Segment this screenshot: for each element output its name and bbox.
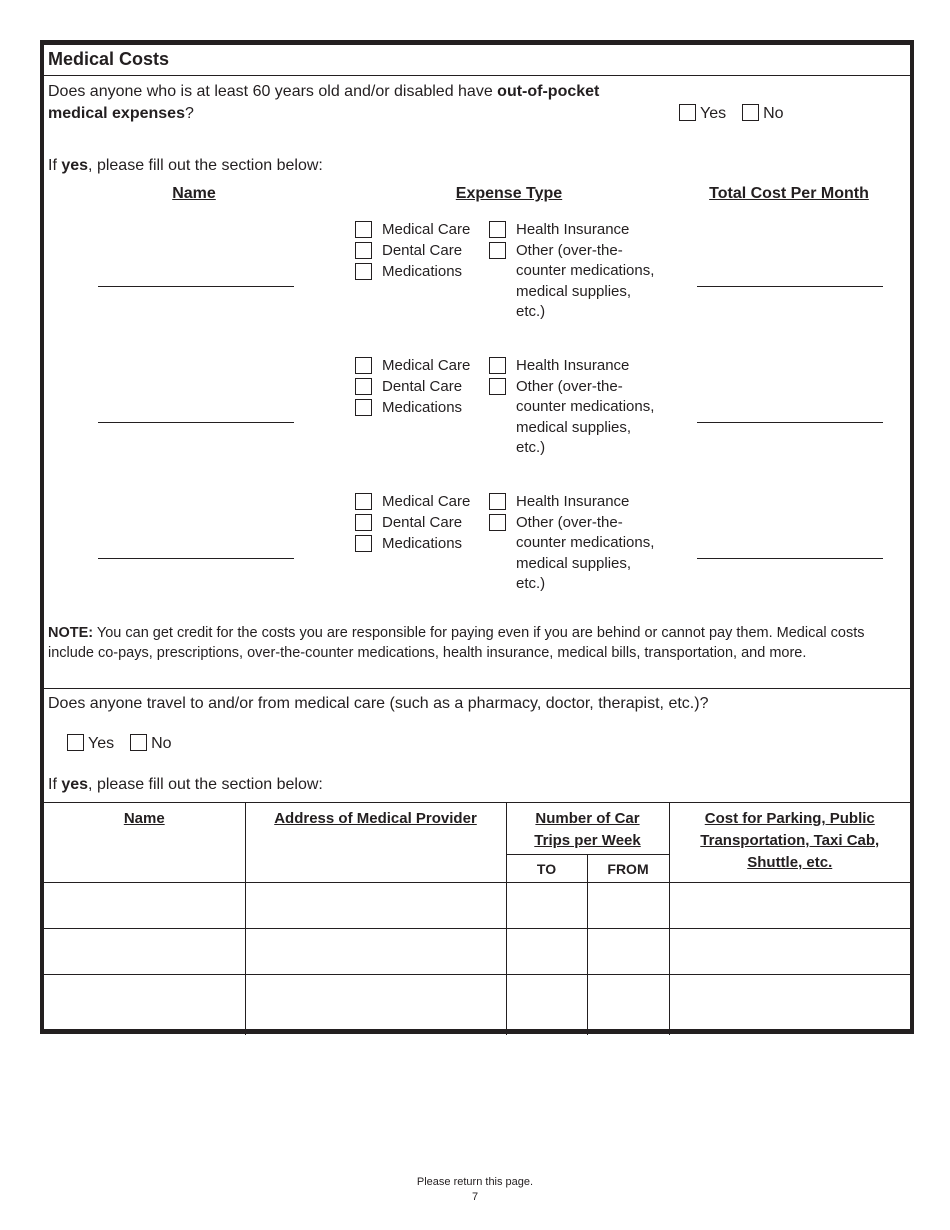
section-title: Medical Costs: [48, 49, 170, 69]
name-cell[interactable]: [44, 883, 245, 929]
total-cost-input-line[interactable]: [697, 286, 883, 287]
cost-cell[interactable]: [669, 975, 910, 1035]
page-number: 7: [471, 1191, 479, 1203]
name-cell[interactable]: [44, 929, 245, 975]
medical-travel-table: [44, 802, 910, 1035]
medications-checkbox[interactable]: [355, 399, 372, 416]
health-insurance-checkbox[interactable]: [489, 357, 506, 374]
medical-care-checkbox[interactable]: [355, 357, 372, 374]
other-checkbox[interactable]: [489, 378, 506, 395]
name-input-line[interactable]: [98, 558, 294, 559]
medical-costs-section: [40, 40, 914, 1034]
table-header-name: Name: [44, 803, 245, 883]
q1-yes-no: Yes No: [679, 104, 800, 123]
cost-cell[interactable]: [669, 883, 910, 929]
from-cell[interactable]: [587, 929, 669, 975]
health-insurance-checkbox[interactable]: [489, 221, 506, 238]
question-travel: Does anyone travel to and/or from medical care (such as a pharmacy, doctor, therapist, etc.)?: [48, 695, 709, 712]
table-header-from: FROM: [587, 855, 669, 883]
table-header-to: TO: [506, 855, 587, 883]
table-header-address: Address of Medical Provider: [245, 803, 506, 883]
q1-no-checkbox[interactable]: [742, 104, 759, 121]
total-cost-input-line[interactable]: [697, 558, 883, 559]
total-cost-input-line[interactable]: [697, 422, 883, 423]
divider: [44, 75, 910, 76]
address-cell[interactable]: [245, 929, 506, 975]
header-expense-type: Expense Type: [455, 185, 563, 202]
q1-yes-checkbox[interactable]: [679, 104, 696, 121]
q1-if-yes-instruction: If yes, please fill out the section below:: [48, 157, 323, 174]
name-input-line[interactable]: [98, 286, 294, 287]
dental-care-checkbox[interactable]: [355, 242, 372, 259]
other-checkbox[interactable]: [489, 514, 506, 531]
table-header-trips: Number of Car Trips per Week: [506, 803, 669, 855]
from-cell[interactable]: [587, 975, 669, 1035]
expense-row: Medical Care Dental Care Medications Health Insurance Other (over-the- counter medications, medical supplies, etc.): [44, 355, 910, 475]
table-header-cost: Cost for Parking, Public Transportation, Taxi Cab, Shuttle, etc.: [669, 803, 910, 883]
divider: [44, 688, 910, 689]
to-cell[interactable]: [506, 929, 587, 975]
footer-return-note: Please return this page.: [416, 1176, 534, 1188]
header-name: Name: [172, 185, 216, 202]
dental-care-checkbox[interactable]: [355, 378, 372, 395]
q2-no-checkbox[interactable]: [130, 734, 147, 751]
other-checkbox[interactable]: [489, 242, 506, 259]
to-cell[interactable]: [506, 975, 587, 1035]
to-cell[interactable]: [506, 883, 587, 929]
from-cell[interactable]: [587, 883, 669, 929]
expense-row: Medical Care Dental Care Medications Health Insurance Other (over-the- counter medications, medical supplies, etc.): [44, 491, 910, 611]
note-text: NOTE: You can get credit for the costs you are responsible for paying even if you are behind or cannot pay them. Medical costs include co-pays, prescriptions, over-the-counter medications, health insurance, medical bills, transportation, and more.: [48, 625, 865, 661]
name-input-line[interactable]: [98, 422, 294, 423]
address-cell[interactable]: [245, 975, 506, 1035]
address-cell[interactable]: [245, 883, 506, 929]
medical-care-checkbox[interactable]: [355, 493, 372, 510]
cost-cell[interactable]: [669, 929, 910, 975]
header-total-cost: Total Cost Per Month: [709, 185, 869, 202]
q2-yes-no: Yes No: [67, 734, 188, 753]
q2-if-yes-instruction: If yes, please fill out the section below:: [48, 776, 323, 793]
table-row: [44, 883, 910, 929]
table-row: [44, 929, 910, 975]
expense-row: Medical Care Dental Care Medications Health Insurance Other (over-the- counter medications, medical supplies, etc.): [44, 219, 910, 339]
dental-care-checkbox[interactable]: [355, 514, 372, 531]
medical-care-checkbox[interactable]: [355, 221, 372, 238]
health-insurance-checkbox[interactable]: [489, 493, 506, 510]
name-cell[interactable]: [44, 975, 245, 1035]
q2-yes-checkbox[interactable]: [67, 734, 84, 751]
table-row: [44, 975, 910, 1035]
medications-checkbox[interactable]: [355, 535, 372, 552]
question-out-of-pocket: Does anyone who is at least 60 years old and/or disabled have out-of-pocket medical expenses?: [48, 83, 600, 122]
medications-checkbox[interactable]: [355, 263, 372, 280]
